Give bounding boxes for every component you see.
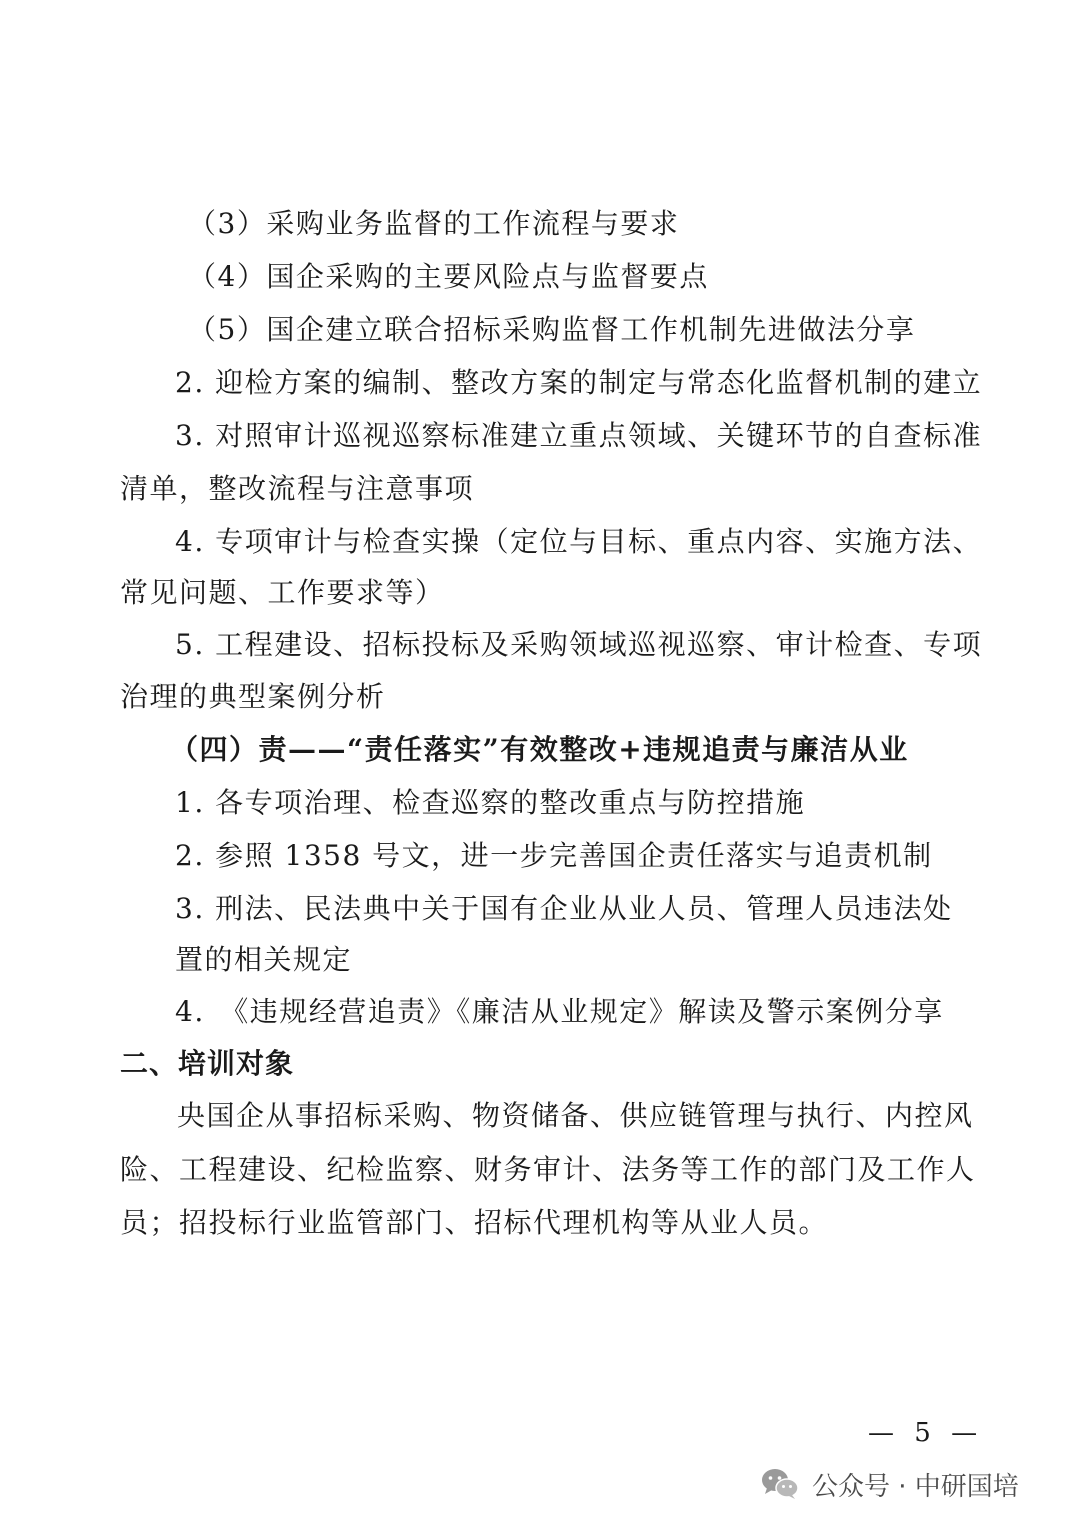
outline-item-4-continued: 常见问题、工作要求等） — [120, 576, 445, 609]
outline-subitem-3: （3）采购业务监督的工作流程与要求 — [188, 207, 680, 240]
section-heading-4: （四）责——“责任落实”有效整改+违规追责与廉洁从业 — [170, 733, 909, 766]
outline-item-3-continued: 清单，整改流程与注意事项 — [120, 472, 475, 505]
section4-item-3-continued: 置的相关规定 — [175, 943, 353, 976]
wechat-icon — [760, 1467, 800, 1501]
paragraph-line-3: 员；招投标行业监管部门、招标代理机构等从业人员。 — [120, 1206, 829, 1239]
watermark-text: 公众号 · 中研国培 — [812, 1471, 1019, 1502]
paragraph-line-2: 险、工程建设、纪检监察、财务审计、法务等工作的部门及工作人 — [120, 1153, 976, 1186]
outline-subitem-4: （4）国企采购的主要风险点与监督要点 — [188, 260, 709, 293]
outline-item-4: 4. 专项审计与检查实操（定位与目标、重点内容、实施方法、 — [175, 525, 983, 558]
outline-item-5: 5. 工程建设、招标投标及采购领域巡视巡察、审计检查、专项 — [175, 628, 983, 661]
page-number: — 5 — — [868, 1418, 984, 1448]
chapter-heading-2: 二、培训对象 — [120, 1047, 295, 1080]
paragraph-line-1: 央国企从事招标采购、物资储备、供应链管理与执行、内控风 — [177, 1099, 974, 1132]
outline-item-5-continued: 治理的典型案例分析 — [120, 680, 386, 713]
outline-subitem-5: （5）国企建立联合招标采购监督工作机制先进做法分享 — [188, 313, 916, 346]
section4-item-1: 1. 各专项治理、检查巡察的整改重点与防控措施 — [175, 786, 806, 819]
outline-item-3: 3. 对照审计巡视巡察标准建立重点领域、关键环节的自查标准 — [175, 419, 983, 452]
outline-item-2: 2. 迎检方案的编制、整改方案的制定与常态化监督机制的建立 — [175, 366, 983, 399]
section4-item-4: 4. 《违规经营追责》《廉洁从业规定》解读及警示案例分享 — [175, 995, 944, 1028]
section4-item-2: 2. 参照 1358 号文，进一步完善国企责任落实与追责机制 — [175, 839, 933, 872]
watermark — [760, 1462, 1019, 1506]
section4-item-3: 3. 刑法、民法典中关于国有企业从业人员、管理人员违法处 — [175, 892, 953, 925]
